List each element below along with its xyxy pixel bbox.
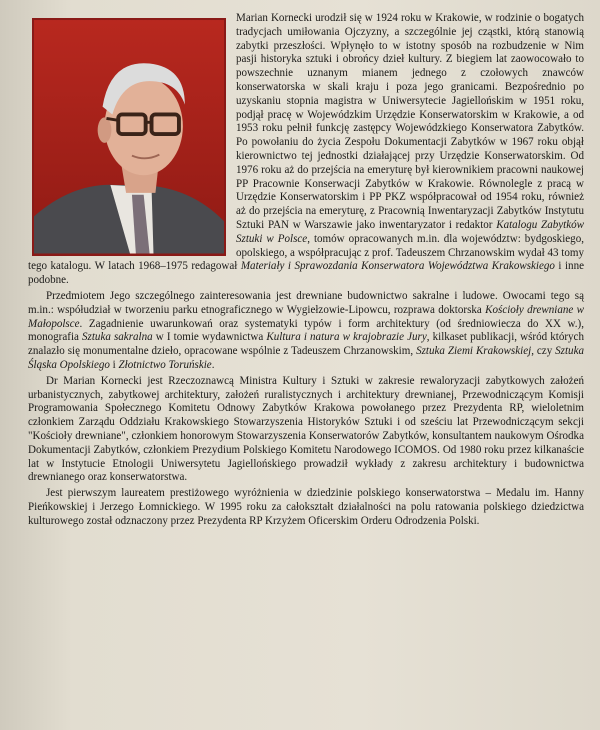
italic-title: Kościoły drewniane w Małopolsce	[28, 303, 585, 330]
italic-title: Sztuka Ziemi Krakowskiej	[416, 345, 532, 358]
paragraph-career: Marian Kornecki urodził się w 1924 roku w Krakowie, w rodzinie o bogatych tradycjach umiłowania Ojczyzny, a szczególnie jej cząstki, którą stanowią zabytki przeszłości. Wpłynęło to w istotny sposób na rozbudzenie w Nim pasji historyka sztuki i obrońcy dzieł kultury. Z biegiem lat zaowocowało to powszechnie uznanym mianem jednego z czołowych znawców konserwatorska w skali kraju i poza jego granicami. Bezpośrednio po uzyskaniu stopnia magistra w Uniwersytecie Jagiellońskim w 1951 roku, podjął pracę w Wojewódzkim Urzędzie Konserwatorskim w Krakowie, a od 1953 roku pełnił funkcję zastępcy Wojewódzkiego Konserwatora Zabytków. Po powołaniu do życia Zespołu Dokumentacji Zabytków w 1967 roku objął kierownictwo tej jednostki działającej przy Urzędzie Konserwatorskim. Od 1976 roku aż do przejścia na emeryturę był kierownikiem pracowni naukowej PP Pracownie Konserwacji Zabytków w Krakowie. Równolegle z pracą w Urzędzie Konserwatorskim i PP PKZ współpracował od 1954 roku, również aż do przejścia na emeryturę, z Pracownią Inwentaryzacji Zabytków Instytutu Sztuki PAN w Warszawie jako inwentaryzator i redaktor Katalogu Zabytków Sztuki w Polsce, tomów opracowanych m.in. dla województw: bydgoskiego, opolskiego, a współpracując z prof. Tadeuszem Chrzanowskim wydał 43 tomy tego katalogu. W latach 1968–1975 redagował Materiały i Sprawozdania Konserwatora Województwa Krakowskiego i inne podobne.	[28, 12, 585, 287]
portrait-photo	[32, 18, 226, 256]
italic-title: Sztuka Śląska Opolskiego	[28, 345, 584, 371]
paragraph-roles: Dr Marian Kornecki jest Rzeczoznawcą Ministra Kultury i Sztuki w zakresie rewaloryzacji zabytkowych założeń urbanistycznych, zabytkowej architektury, założeń ruralistycznych i architektury drewnianej, Przewodniczącym Komisji Programowania Społecznego Komitetu Odnowy Zabytków Krakowa powołanego przez Prezydenta RP, wieloletnim członkiem Zarządu Oddziału Krakowskiego Stowarzyszenia Historyków Sztuki i od sześciu lat Przewodniczącym sekcji "Kościoły drewniane", członkiem honorowym Stowarzyszenia Konserwatorów Zabytków, konsultantem naukowym Ośrodka Dokumentacji Zabytków, członkiem Prezydium Polskiego Komitetu Narodowego ICOMOS. Od 1980 roku przez kilkanaście lat w Instytucie Etnologii Uniwersytetu Jagiellońskiego prowadził wykłady z zakresu architektury i budownictwa drewnianego oraz konserwatorstwa.	[28, 374, 584, 484]
italic-title: Kultura i natura w krajobrazie Jury	[266, 331, 427, 344]
italic-title: Katalogu Zabytków Sztuki w Polsce	[236, 218, 585, 245]
portrait-illustration	[34, 20, 224, 254]
italic-title: Sztuka sakralna	[82, 331, 153, 344]
italic-title: Złotnictwo Toruńskie	[118, 358, 212, 371]
italic-title: Materiały i Sprawozdania Konserwatora Województwa Krakowskiego	[240, 260, 555, 273]
paragraph-awards: Jest pierwszym laureatem prestiżowego wyróżnienia w dziedzinie polskiego konserwatorstwa – Medalu im. Hanny Pieńkowskiej i Jerzego Łomnickiego. W 1995 roku za całokształt działalności na polu ratowania polskiego dziedzictwa kulturowego został odznaczony przez Prezydenta RP Krzyżem Oficerskim Orderu Odrodzenia Polski.	[28, 487, 584, 527]
paragraph-research: Przedmiotem Jego szczególnego zainteresowania jest drewniane budownictwo sakralne i ludowe. Owocami tego są m.in.: współudział w tworzeniu parku etnograficznego w Wygiełzowie-Lipowcu, rozprawa doktorska Kościoły drewniane w Małopolsce. Zagadnienie uwarunkowań oraz systematyki typów i form architektury (od średniowiecza do XX w.), monografia Sztuka sakralna w I tomie wydawnictwa Kultura i natura w krajobrazie Jury, kilkaset publikacji, wśród których znalazło się monumentalne dzieło, opracowane wspólnie z Tadeuszem Chrzanowskim, Sztuka Ziemi Krakowskiej, czy Sztuka Śląska Opolskiego i Złotnictwo Toruńskie.	[28, 289, 585, 371]
